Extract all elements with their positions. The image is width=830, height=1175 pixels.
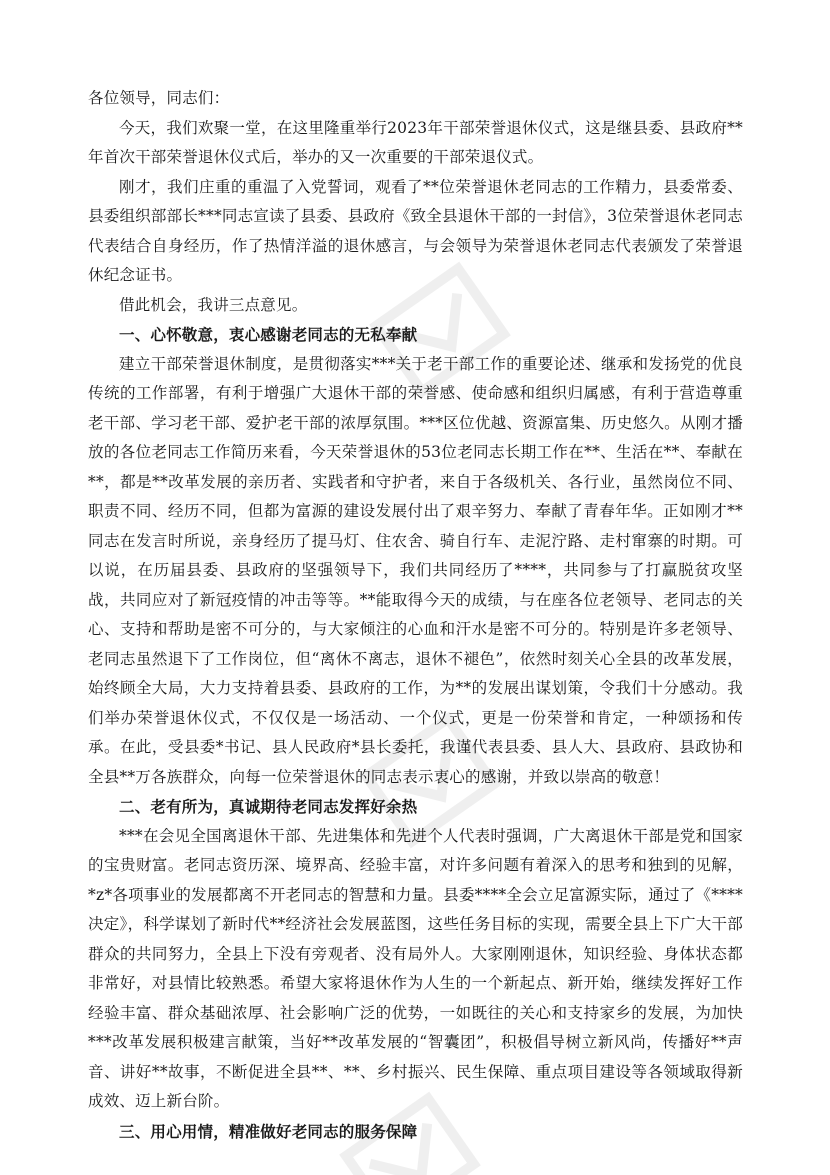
paragraph-ceremony: 刚才，我们庄重的重温了入党誓词，观看了**位荣誉退休老同志的工作精力，县委常委、县委组织部部长***同志宣读了县委、县政府《致全县退休干部的一封信》，3位荣誉退休老同志代表结合自身经历，作了热情洋溢的退休感言，与会领导为荣誉退休老同志代表颁发了荣誉退休纪念证书。 bbox=[88, 177, 743, 284]
salutation: 各位领导，同志们： bbox=[88, 89, 230, 107]
section3-heading: 三、用心用情，精准做好老同志的服务保障 bbox=[119, 1121, 418, 1141]
section1-body: 建立干部荣誉退休制度，是贯彻落实***关于老干部工作的重要论述、继承和发扬党的优良传统的工作部署，有利于增强广大退休干部的荣誉感、使命感和组织归属感，有利于营造尊重老干部、学习老干部、爱护老干部的浓厚氛围。***区位优越、资源富集、历史悠久。从刚才播放的各位老同志工作简历来看，今天荣誉退休的53位老同志长期工作在**、生活在**、奉献在**，都是**改革发展的亲历者、实践者和守护者，来自于各级机关、各行业，虽然岗位不同、职责不同、经历不同，但都为富源的建设发展付出了艰辛努力、奉献了青春年华。正如刚才**同志在发言时所说，亲身经历了提马灯、住农舍、骑自行车、走泥泞路、走村窜寨的时期。可以说，在历届县委、县政府的坚强领导下，我们共同经历了****，共同参与了打赢脱贫攻坚战，共同应对了新冠疫情的冲击等等。**能取得今天的成绩，与在座各位老领导、老同志的关心、支持和帮助是密不可分的，与大家倾注的心血和汗水是密不可分的。特别是许多老领导、老同志虽然退下了工作岗位，但“离休不离志，退休不褪色”，依然时刻关心全县的改革发展，始终顾全大局，大力支持着县委、县政府的工作，为**的发展出谋划策，令我们十分感动。我们举办荣誉退休仪式，不仅仅是一场活动、一个仪式，更是一份荣誉和肯定，一种颂扬和传承。在此，受县委*书记、县人民政府*县长委托，我谨代表县委、县人大、县政府、县政协和全县**万各族群众，向每一位荣誉退休的同志表示衷心的感谢，并致以崇高的敬意！ bbox=[88, 354, 743, 786]
paragraph-transition: 借此机会，我讲三点意见。 bbox=[119, 295, 308, 314]
paragraph-opening: 今天，我们欢聚一堂，在这里隆重举行2023年干部荣誉退休仪式，这是继县委、县政府**年首次干部荣誉退休仪式后，举办的又一次重要的干部荣退仪式。 bbox=[88, 118, 743, 166]
section1-heading: 一、心怀敬意，衷心感谢老同志的无私奉献 bbox=[119, 325, 418, 344]
section2-heading: 二、老有所为，真诚期待老同志发挥好余热 bbox=[119, 797, 418, 816]
speech-body bbox=[88, 84, 743, 1146]
section2-body: ***在会见全国离退休干部、先进集体和先进个人代表时强调，广大离退休干部是党和国家的宝贵财富。老同志资历深、境界高、经验丰富，对许多问题有着深入的思考和独到的见解，*z*各项事业的发展都离不开老同志的智慧和力量。县委****全会立足富源实际，通过了《****决定》，科学谋划了新时代**经济社会发展蓝图，这些任务目标的实现，需要全县上下广大干部群众的共同努力，全县上下没有旁观者、没有局外人。大家刚刚退休，知识经验、身体状态都非常好，对县情比较熟悉。希望大家将退休作为人生的一个新起点、新开始，继续发挥好工作经验丰富、群众基础浓厚、社会影响广泛的优势，一如既往的关心和支持家乡的发展，为加快***改革发展积极建言献策，当好**改革发展的“智囊团”，积极倡导树立新风尚，传播好**声音、讲好**故事，不断促进全县**、**、乡村振兴、民生保障、重点项目建设等各领域取得新成效、迈上新台阶。 bbox=[88, 826, 743, 1110]
